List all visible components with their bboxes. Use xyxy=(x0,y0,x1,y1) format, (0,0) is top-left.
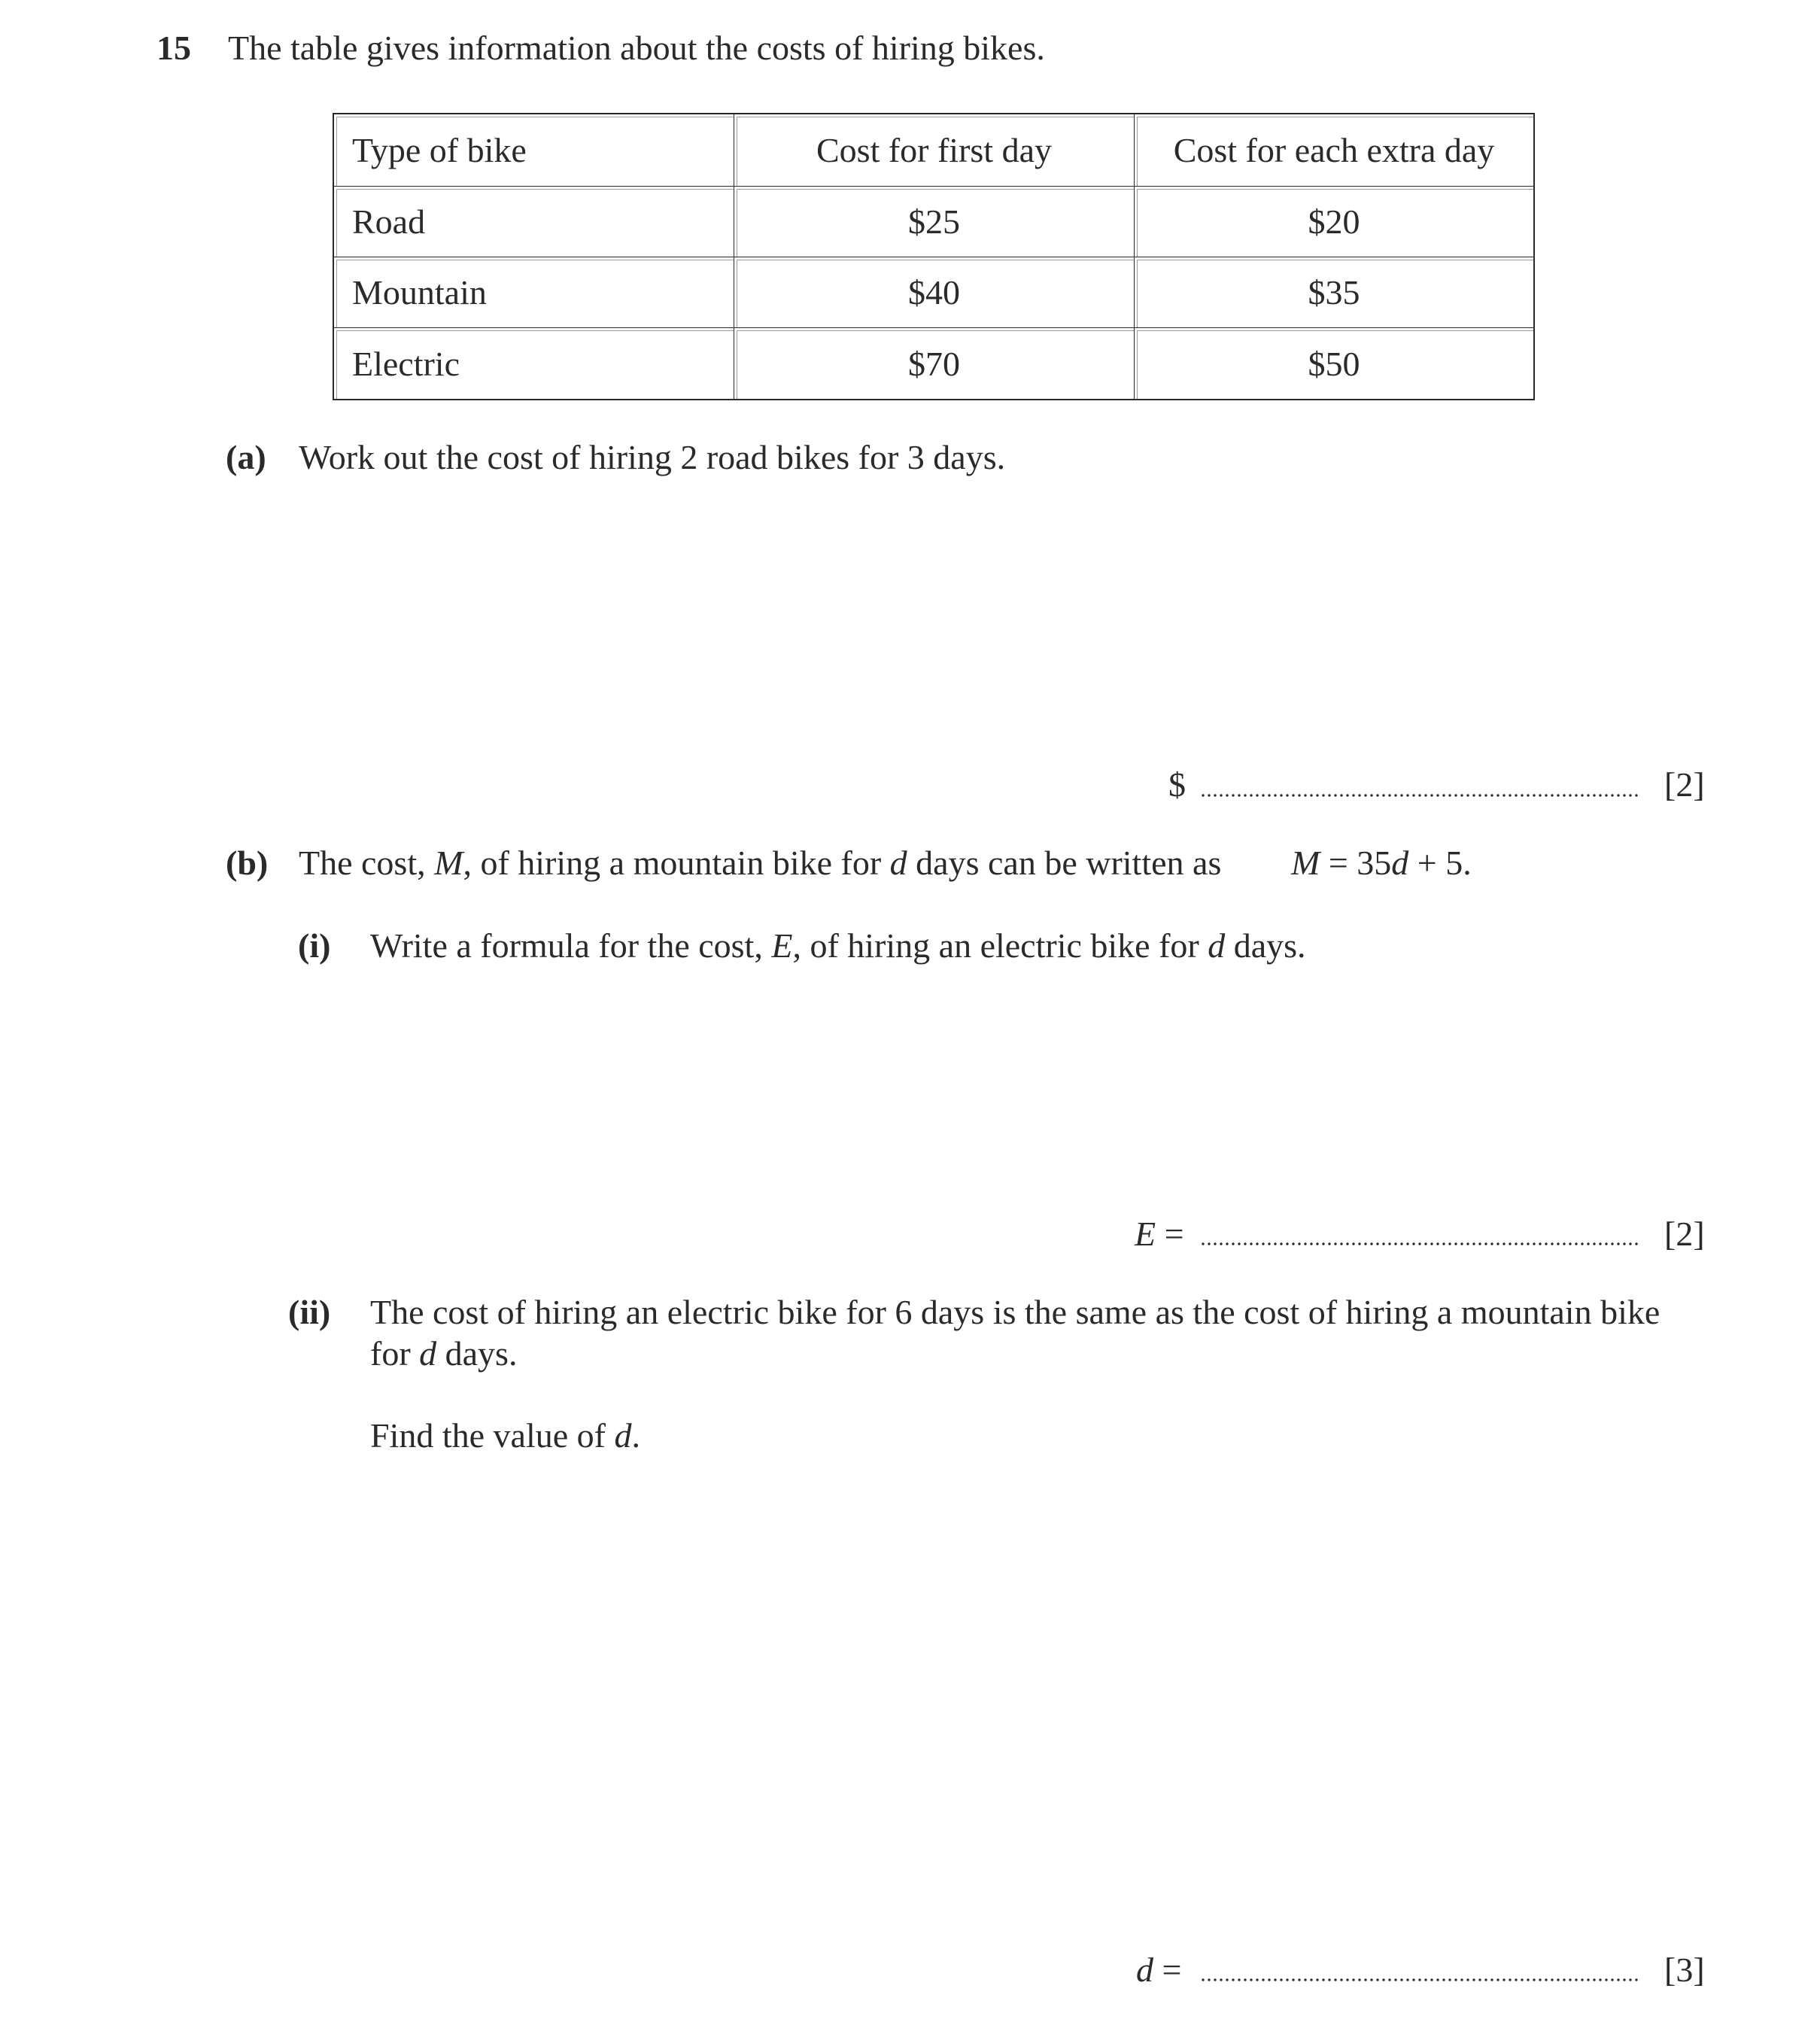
table-cell: Electric xyxy=(334,328,734,399)
table-cell: Mountain xyxy=(334,257,734,328)
part-b-i-question: Write a formula for the cost, E, of hiring an electric bike for d days. xyxy=(370,926,1306,965)
part-a-answer-line[interactable] xyxy=(1200,793,1640,798)
table-cell: $20 xyxy=(1135,187,1533,257)
table-header-first-day: Cost for first day xyxy=(734,114,1135,187)
part-a-question: Work out the cost of hiring 2 road bikes for 3 days. xyxy=(299,438,1006,476)
table-cell: $40 xyxy=(734,257,1135,328)
question-number: 15 xyxy=(156,29,191,67)
part-b-ii-line-1: The cost of hiring an electric bike for 6 days is the same as the cost of hiring a mountain bike xyxy=(370,1293,1660,1331)
bike-hire-table xyxy=(333,113,1535,400)
table-cell: $50 xyxy=(1135,328,1533,399)
table-cell: $25 xyxy=(734,187,1135,257)
part-a-answer-prefix: $ xyxy=(1168,765,1186,804)
mountain-formula: M = 35d + 5. xyxy=(1291,844,1472,882)
question-intro: The table gives information about the costs of hiring bikes. xyxy=(228,29,1045,67)
table-cell: Road xyxy=(334,187,734,257)
table-cell: $35 xyxy=(1135,257,1533,328)
part-b-ii-line-2: for d days. xyxy=(370,1334,518,1373)
part-b-ii-find: Find the value of d. xyxy=(370,1416,640,1455)
part-b-ii-label: (ii) xyxy=(288,1293,331,1331)
part-b-ii-answer-prefix: d = xyxy=(1136,1951,1182,1989)
part-a-label: (a) xyxy=(226,438,266,476)
part-a-marks: [2] xyxy=(1664,765,1705,804)
part-b-statement: The cost, M, of hiring a mountain bike for d days can be written as xyxy=(299,844,1222,882)
part-b-label: (b) xyxy=(226,844,269,882)
part-b-ii-marks: [3] xyxy=(1664,1951,1705,1989)
table-header-type: Type of bike xyxy=(334,114,734,187)
table-cell: $70 xyxy=(734,328,1135,399)
part-b-i-answer-line[interactable] xyxy=(1200,1242,1640,1246)
table-header-extra-day: Cost for each extra day xyxy=(1135,114,1533,187)
part-b-i-label: (i) xyxy=(298,926,331,965)
part-b-i-marks: [2] xyxy=(1664,1215,1705,1253)
part-b-ii-answer-line[interactable] xyxy=(1200,1978,1640,1982)
part-b-i-answer-prefix: E = xyxy=(1135,1215,1184,1253)
